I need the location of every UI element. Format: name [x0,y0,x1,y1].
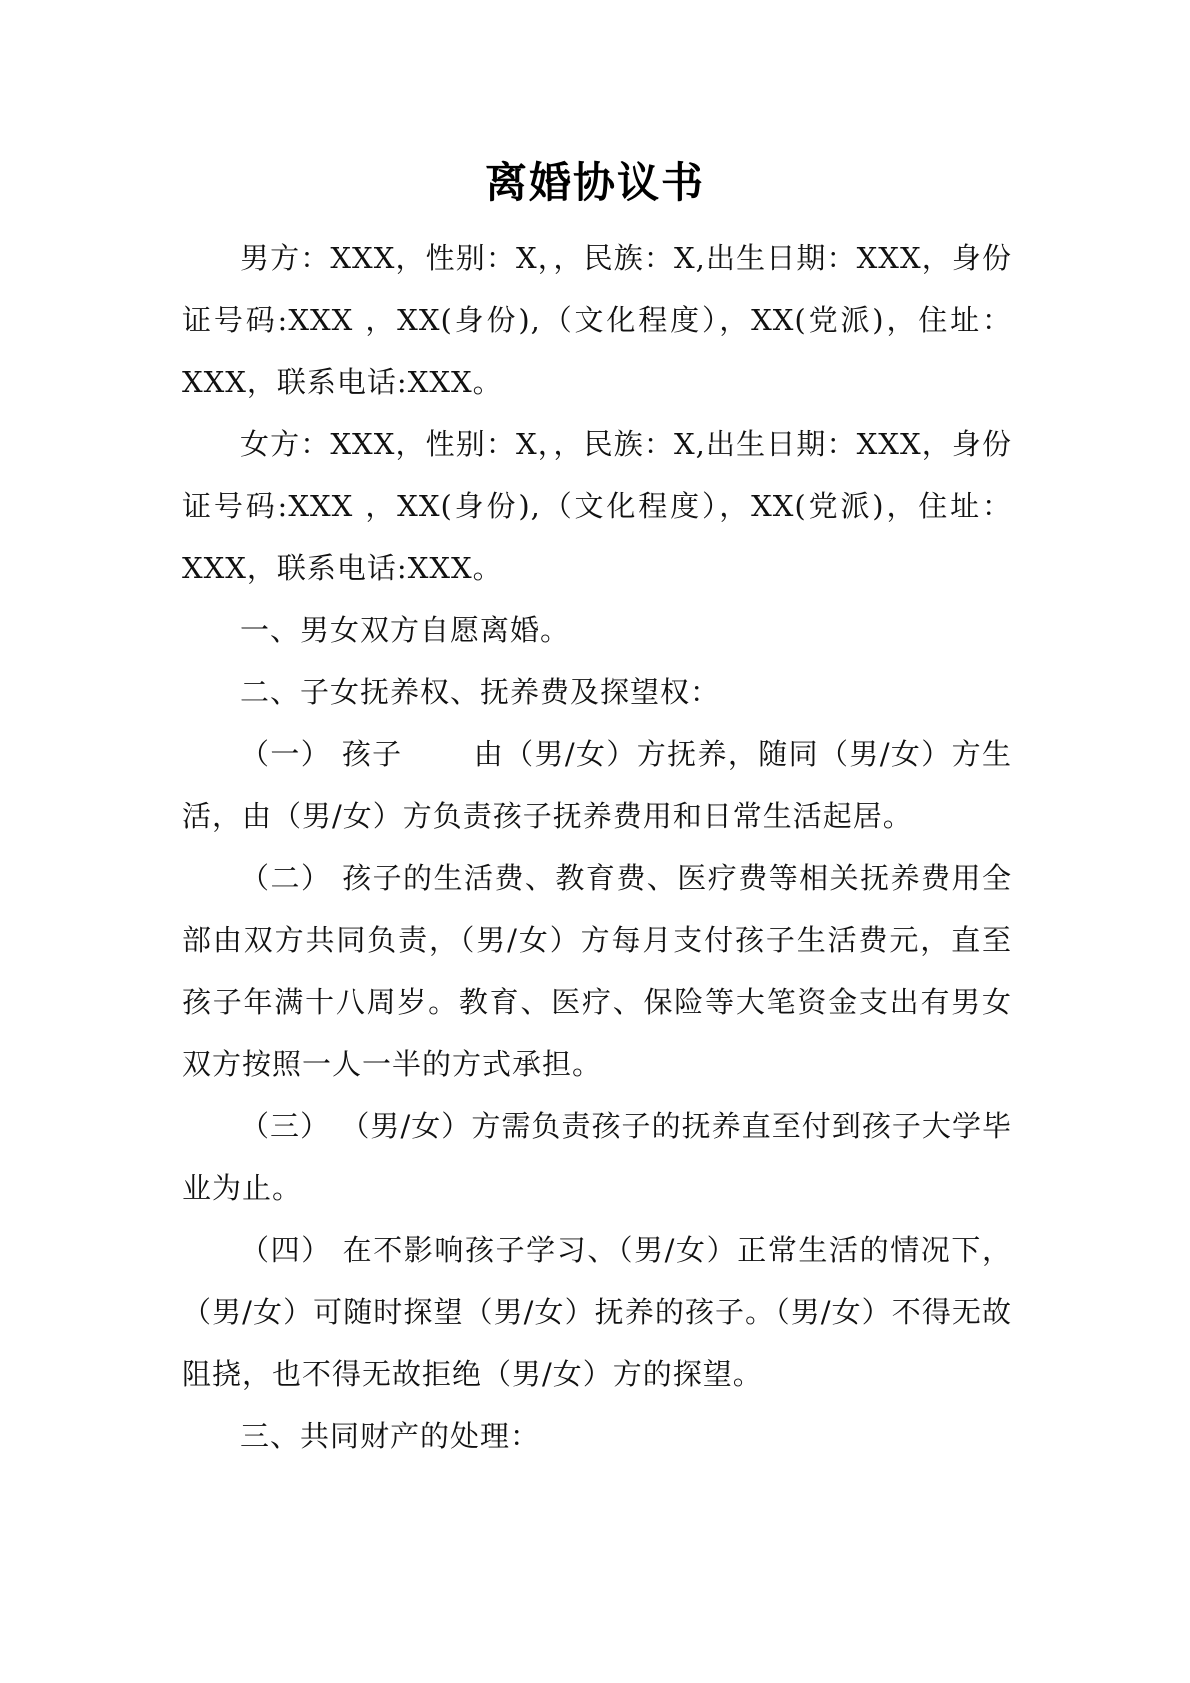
clause-3-heading-property: 三、共同财产的处理： [240,1419,541,1453]
clause-2-4-visitation: （四） 在不影响孩子学习、（男/女）正常生活的情况下，（男/女）可随时探望（男/女）抚养的孩子。（男/女）不得无故阻挠，也不得无故拒绝（男/女）方的探望。 [182,1233,1012,1391]
clause-2-1-custody: （一） 孩子 由（男/女）方抚养，随同（男/女）方生活，由（男/女）方负责孩子抚养费用和日常生活起居。 [182,737,1012,833]
document-title: 离婚协议书 [484,158,705,207]
clause-2-heading-custody: 二、子女抚养权、抚养费及探望权： [240,675,721,709]
document-body [182,227,1012,1467]
clause-2-3-support-duration: （三） （男/女）方需负责孩子的抚养直至付到孩子大学毕业为止。 [182,1109,1012,1205]
paragraph-female-party-info: 女方：XXX，性别：X，，民族：X,出生日期：XXX，身份证号码:XXX ，XX(身份),（文化程度），XX(党派)，住址：XXX，联系电话:XXX。 [182,427,1012,585]
clause-1-voluntary-divorce: 一、男女双方自愿离婚。 [240,613,571,647]
paragraph-male-party-info: 男方：XXX，性别：X，，民族：X,出生日期：XXX，身份证号码:XXX ，XX(身份),（文化程度），XX(党派)，住址：XXX，联系电话:XXX。 [182,241,1012,399]
clause-2-2-support-costs: （二） 孩子的生活费、教育费、医疗费等相关抚养费用全部由双方共同负责，（男/女）方每月支付孩子生活费元，直至孩子年满十八周岁。教育、医疗、保险等大笔资金支出有男女双方按照一人一半的方式承担。 [182,861,1012,1081]
